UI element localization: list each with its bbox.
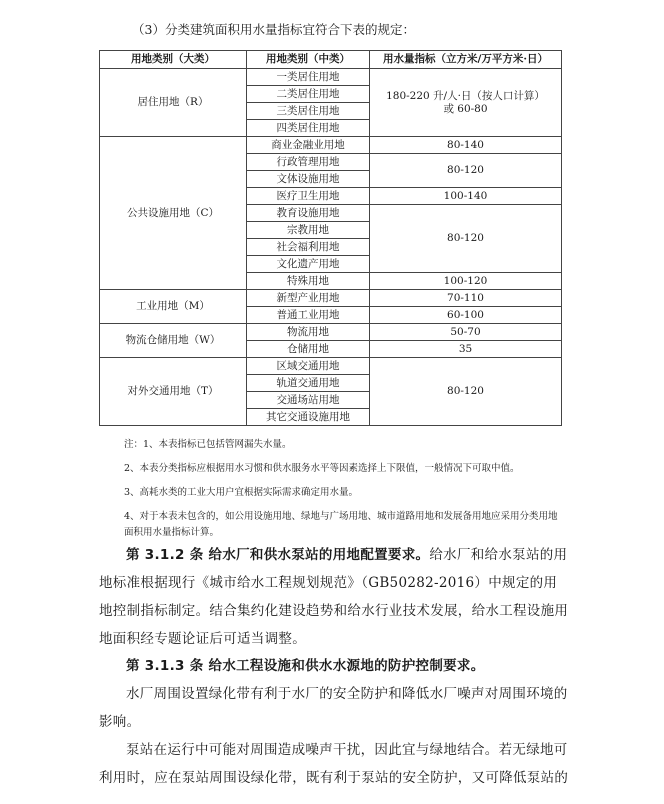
note-3: 3、高耗水类的工业大用户宜根据实际需求确定用水量。 [124,487,359,498]
value-cell: 100-140 [370,188,562,205]
minor-category-cell: 教育设施用地 [247,205,370,222]
minor-category-cell: 一类居住用地 [247,69,370,86]
minor-category-cell: 二类居住用地 [247,86,370,103]
table-row [100,324,562,341]
minor-category-cell: 三类居住用地 [247,103,370,120]
table-header-row [100,51,562,69]
minor-category-cell: 交通场站用地 [247,392,370,409]
article-paragraph: 水厂周围设置绿化带有利于水厂的安全防护和降低水厂噪声对周围环境的影响。 [99,686,568,730]
minor-category-cell: 宗教用地 [247,222,370,239]
value-cell: 80-120 [370,358,562,426]
minor-category-cell: 轨道交通用地 [247,375,370,392]
value-cell [370,69,562,137]
article-paragraph [99,541,569,653]
note-2: 2、本表分类指标应根据用水习惯和供水服务水平等因素选择上下限值，一般情况下可取中值。 [124,463,520,474]
major-category-cell: 工业用地（M） [100,290,247,324]
minor-category-cell: 社会福利用地 [247,239,370,256]
header-major-category: 用地类别（大类） [100,51,247,69]
article-paragraph [99,652,569,680]
note-4: 4、对于本表未包含的，如公用设施用地、绿地与广场用地、城市道路用地和发展备用地应采用分类用地面积用水量指标计算。 [124,511,558,538]
article-body: 给水厂和给水泵站的用地标准根据现行《城市给水工程规划规范》（GB50282-2016）中规定的用地控制指标制定。结合集约化建设趋势和给水行业技术发展，给水工程设施用地面积经专题论证后可适当调整。 [99,547,569,647]
table-row [100,69,562,86]
minor-category-cell: 普通工业用地 [247,307,370,324]
article-3-1-3 [99,652,569,792]
value-cell: 35 [370,341,562,358]
note-1: 注：1、本表指标已包括管网漏失水量。 [124,439,292,450]
value-cell: 100-120 [370,273,562,290]
header-minor-category: 用地类别（中类） [247,51,370,69]
value-cell: 70-110 [370,290,562,307]
major-category-cell: 物流仓储用地（W） [100,324,247,358]
minor-category-cell: 文体设施用地 [247,171,370,188]
table-intro: （3）分类建筑面积用水量指标宜符合下表的规定： [132,22,415,37]
value-cell: 50-70 [370,324,562,341]
minor-category-cell: 特殊用地 [247,273,370,290]
header-water-indicator: 用水量指标（立方米/万平方米·日） [370,51,562,69]
article-heading: 第 3.1.2 条 给水厂和供水泵站的用地配置要求。 [126,547,430,563]
minor-category-cell: 物流用地 [247,324,370,341]
value-cell: 80-140 [370,137,562,154]
minor-category-cell: 其它交通设施用地 [247,409,370,426]
major-category-cell: 居住用地（R） [100,69,247,137]
table-notes [124,437,564,549]
table-row [100,137,562,154]
minor-category-cell: 区域交通用地 [247,358,370,375]
minor-category-cell: 新型产业用地 [247,290,370,307]
minor-category-cell: 文化遗产用地 [247,256,370,273]
value-cell: 80-120 [370,154,562,188]
minor-category-cell: 仓储用地 [247,341,370,358]
major-category-cell: 公共设施用地（C） [100,137,247,290]
minor-category-cell: 四类居住用地 [247,120,370,137]
minor-category-cell: 医疗卫生用地 [247,188,370,205]
value-cell: 80-120 [370,205,562,273]
major-category-cell: 对外交通用地（T） [100,358,247,426]
table-row [100,290,562,307]
article-3-1-2 [99,541,569,653]
article-paragraph: 泵站在运行中可能对周围造成噪声干扰，因此宜与绿地结合。若无绿地可利用时，应在泵站周围设绿化带，既有利于泵站的安全防护，又可降低泵站的 [99,742,569,786]
minor-category-cell: 商业金融业用地 [247,137,370,154]
table-row [100,358,562,375]
water-use-table [99,50,562,426]
value-cell: 60-100 [370,307,562,324]
minor-category-cell: 行政管理用地 [247,154,370,171]
value-line: 180-220 升/人·日（按人口计算） [386,89,545,102]
article-heading: 第 3.1.3 条 给水工程设施和供水水源地的防护控制要求。 [126,658,485,674]
value-line: 或 60-80 [443,102,488,115]
